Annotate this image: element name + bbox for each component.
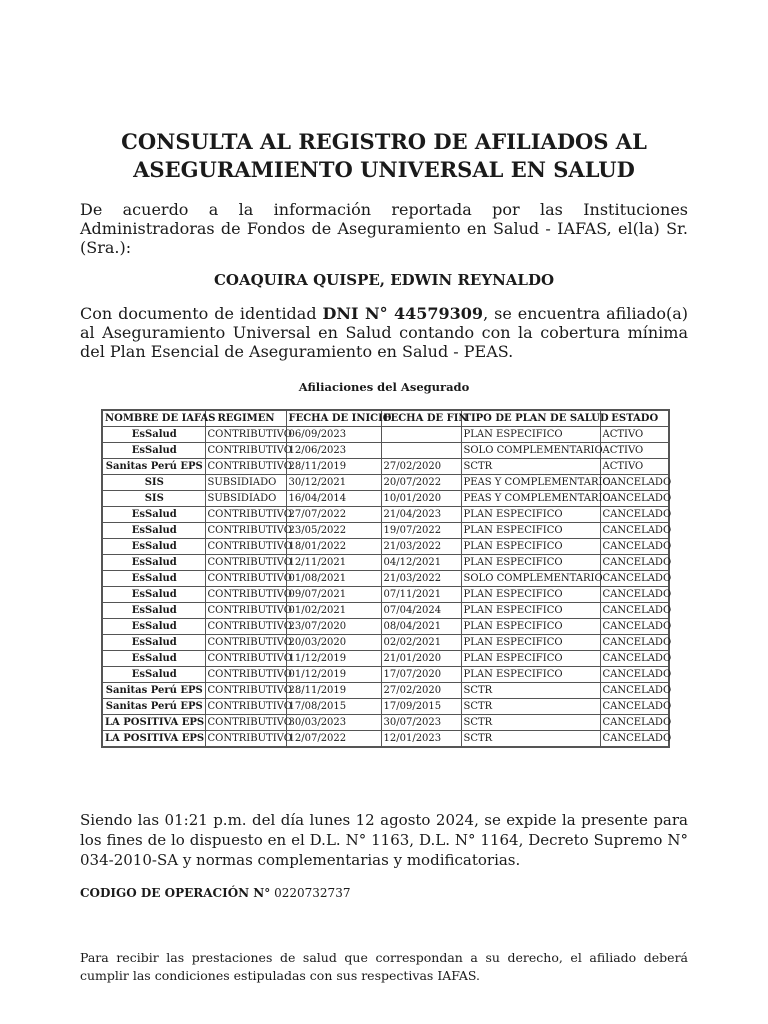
cell-regimen: SUBSIDIADO bbox=[205, 491, 286, 507]
operation-code-label: CODIGO DE OPERACIÓN N° bbox=[80, 886, 271, 900]
operation-code-value: 0220732737 bbox=[274, 886, 351, 900]
cell-status: CANCELADO bbox=[600, 603, 669, 619]
table-row bbox=[102, 667, 669, 683]
cell-end-date: 17/09/2015 bbox=[381, 699, 461, 715]
table-row bbox=[102, 507, 669, 523]
table-row bbox=[102, 475, 669, 491]
table-row bbox=[102, 651, 669, 667]
cell-iafas: LA POSITIVA EPS bbox=[102, 731, 205, 748]
cell-iafas: SIS bbox=[102, 475, 205, 491]
cell-iafas: EsSalud bbox=[102, 523, 205, 539]
cell-start-date: 20/03/2020 bbox=[286, 635, 381, 651]
cell-end-date bbox=[381, 427, 461, 443]
cell-regimen: CONTRIBUTIVO bbox=[205, 507, 286, 523]
cell-regimen: CONTRIBUTIVO bbox=[205, 443, 286, 459]
cell-plan-type: PLAN ESPECIFICO bbox=[461, 523, 600, 539]
footer-note: Para recibir las prestaciones de salud que correspondan a su derecho, el afiliado deberá cumplir las condiciones estipuladas con sus respectivas IAFAS. bbox=[80, 950, 688, 983]
cell-regimen: CONTRIBUTIVO bbox=[205, 619, 286, 635]
column-header-start-date: FECHA DE INICIO bbox=[286, 410, 381, 427]
cell-status: CANCELADO bbox=[600, 507, 669, 523]
table-row bbox=[102, 459, 669, 475]
cell-end-date: 04/12/2021 bbox=[381, 555, 461, 571]
intro-paragraph: De acuerdo a la información reportada por las Instituciones Administradoras de Fondos de Aseguramiento en Salud - IAFAS, el(la) Sr.(Sra.): bbox=[80, 200, 688, 257]
cell-iafas: Sanitas Perú EPS bbox=[102, 699, 205, 715]
table-row bbox=[102, 443, 669, 459]
cell-plan-type: SCTR bbox=[461, 699, 600, 715]
cell-status: CANCELADO bbox=[600, 715, 669, 731]
operation-code bbox=[80, 886, 350, 900]
table-title: Afiliaciones del Asegurado bbox=[298, 380, 470, 394]
cell-start-date: 23/05/2022 bbox=[286, 523, 381, 539]
cell-start-date: 27/07/2022 bbox=[286, 507, 381, 523]
cell-plan-type: SCTR bbox=[461, 683, 600, 699]
cell-plan-type: PLAN ESPECIFICO bbox=[461, 507, 600, 523]
cell-start-date: 11/12/2019 bbox=[286, 651, 381, 667]
cell-iafas: EsSalud bbox=[102, 507, 205, 523]
dni-number: DNI N° 44579309 bbox=[322, 304, 484, 323]
cell-end-date: 21/03/2022 bbox=[381, 571, 461, 587]
cell-iafas: Sanitas Perú EPS bbox=[102, 683, 205, 699]
cell-regimen: CONTRIBUTIVO bbox=[205, 555, 286, 571]
table-row bbox=[102, 555, 669, 571]
cell-regimen: CONTRIBUTIVO bbox=[205, 651, 286, 667]
table-row bbox=[102, 699, 669, 715]
cell-start-date: 17/08/2015 bbox=[286, 699, 381, 715]
cell-iafas: EsSalud bbox=[102, 571, 205, 587]
table-row bbox=[102, 603, 669, 619]
cell-end-date: 07/04/2024 bbox=[381, 603, 461, 619]
cell-end-date: 17/07/2020 bbox=[381, 667, 461, 683]
table-row bbox=[102, 715, 669, 731]
cell-start-date: 18/01/2022 bbox=[286, 539, 381, 555]
cell-iafas: EsSalud bbox=[102, 427, 205, 443]
cell-status: CANCELADO bbox=[600, 523, 669, 539]
cell-regimen: SUBSIDIADO bbox=[205, 475, 286, 491]
cell-regimen: CONTRIBUTIVO bbox=[205, 699, 286, 715]
cell-iafas: EsSalud bbox=[102, 539, 205, 555]
cell-plan-type: PEAS Y COMPLEMENTARIO bbox=[461, 491, 600, 507]
title-line-1: CONSULTA AL REGISTRO DE AFILIADOS AL bbox=[121, 129, 647, 154]
cell-end-date: 19/07/2022 bbox=[381, 523, 461, 539]
cell-start-date: 01/12/2019 bbox=[286, 667, 381, 683]
cell-start-date: 30/03/2023 bbox=[286, 715, 381, 731]
insured-name: COAQUIRA QUISPE, EDWIN REYNALDO bbox=[213, 271, 555, 289]
cell-end-date: 12/01/2023 bbox=[381, 731, 461, 748]
table-row bbox=[102, 571, 669, 587]
coverage-paragraph bbox=[80, 304, 688, 361]
table-row bbox=[102, 491, 669, 507]
document-title bbox=[80, 128, 688, 184]
issue-paragraph: Siendo las 01:21 p.m. del día lunes 12 agosto 2024, se expide la presente para los fines de lo dispuesto en el D.L. N° 1163, D.L. N° 1164, Decreto Supremo N° 034-2010-SA y normas complementarias y modificatorias. bbox=[80, 811, 688, 869]
cell-status: CANCELADO bbox=[600, 475, 669, 491]
cell-plan-type: PLAN ESPECIFICO bbox=[461, 555, 600, 571]
cell-regimen: CONTRIBUTIVO bbox=[205, 459, 286, 475]
document-page bbox=[80, 0, 688, 361]
cell-iafas: EsSalud bbox=[102, 651, 205, 667]
cell-status: CANCELADO bbox=[600, 619, 669, 635]
cell-iafas: SIS bbox=[102, 491, 205, 507]
cell-iafas: EsSalud bbox=[102, 587, 205, 603]
cell-iafas: EsSalud bbox=[102, 635, 205, 651]
cell-iafas: EsSalud bbox=[102, 667, 205, 683]
cell-status: ACTIVO bbox=[600, 459, 669, 475]
table-row bbox=[102, 539, 669, 555]
cell-status: CANCELADO bbox=[600, 731, 669, 748]
cell-plan-type: SCTR bbox=[461, 731, 600, 748]
cell-regimen: CONTRIBUTIVO bbox=[205, 427, 286, 443]
cell-regimen: CONTRIBUTIVO bbox=[205, 571, 286, 587]
coverage-prefix: Con documento de identidad bbox=[80, 304, 323, 323]
cell-start-date: 12/07/2022 bbox=[286, 731, 381, 748]
cell-end-date: 27/02/2020 bbox=[381, 683, 461, 699]
cell-iafas: Sanitas Perú EPS bbox=[102, 459, 205, 475]
cell-regimen: CONTRIBUTIVO bbox=[205, 667, 286, 683]
cell-iafas: EsSalud bbox=[102, 619, 205, 635]
table-row bbox=[102, 635, 669, 651]
cell-end-date: 27/02/2020 bbox=[381, 459, 461, 475]
cell-start-date: 09/07/2021 bbox=[286, 587, 381, 603]
cell-plan-type: PLAN ESPECIFICO bbox=[461, 427, 600, 443]
cell-end-date: 21/01/2020 bbox=[381, 651, 461, 667]
cell-status: CANCELADO bbox=[600, 555, 669, 571]
cell-end-date: 30/07/2023 bbox=[381, 715, 461, 731]
cell-plan-type: PLAN ESPECIFICO bbox=[461, 619, 600, 635]
cell-start-date: 01/02/2021 bbox=[286, 603, 381, 619]
cell-plan-type: SOLO COMPLEMENTARIO bbox=[461, 571, 600, 587]
cell-regimen: CONTRIBUTIVO bbox=[205, 683, 286, 699]
cell-plan-type: PLAN ESPECIFICO bbox=[461, 539, 600, 555]
cell-plan-type: PLAN ESPECIFICO bbox=[461, 635, 600, 651]
affiliations-table bbox=[101, 409, 670, 748]
cell-start-date: 28/11/2019 bbox=[286, 683, 381, 699]
cell-end-date: 10/01/2020 bbox=[381, 491, 461, 507]
cell-plan-type: SOLO COMPLEMENTARIO bbox=[461, 443, 600, 459]
cell-start-date: 01/08/2021 bbox=[286, 571, 381, 587]
cell-end-date: 20/07/2022 bbox=[381, 475, 461, 491]
column-header-status: ESTADO bbox=[600, 410, 669, 427]
cell-end-date: 21/03/2022 bbox=[381, 539, 461, 555]
cell-start-date: 12/06/2023 bbox=[286, 443, 381, 459]
cell-status: CANCELADO bbox=[600, 667, 669, 683]
title-line-2: ASEGURAMIENTO UNIVERSAL EN SALUD bbox=[133, 157, 635, 182]
cell-end-date: 07/11/2021 bbox=[381, 587, 461, 603]
cell-status: ACTIVO bbox=[600, 427, 669, 443]
cell-plan-type: PLAN ESPECIFICO bbox=[461, 587, 600, 603]
column-header-regimen: REGIMEN bbox=[205, 410, 286, 427]
coverage-suffix: , se encuentra afiliado(a) al Aseguramiento Universal en Salud contando con la cobertura mínima del Plan Esencial de Aseguramiento en Salud - PEAS. bbox=[80, 304, 688, 361]
cell-status: CANCELADO bbox=[600, 683, 669, 699]
cell-status: CANCELADO bbox=[600, 587, 669, 603]
cell-status: CANCELADO bbox=[600, 651, 669, 667]
cell-start-date: 23/07/2020 bbox=[286, 619, 381, 635]
table-row bbox=[102, 523, 669, 539]
cell-regimen: CONTRIBUTIVO bbox=[205, 715, 286, 731]
cell-start-date: 30/12/2021 bbox=[286, 475, 381, 491]
cell-start-date: 16/04/2014 bbox=[286, 491, 381, 507]
cell-status: CANCELADO bbox=[600, 491, 669, 507]
cell-plan-type: PLAN ESPECIFICO bbox=[461, 651, 600, 667]
cell-regimen: CONTRIBUTIVO bbox=[205, 635, 286, 651]
table-row bbox=[102, 427, 669, 443]
cell-status: ACTIVO bbox=[600, 443, 669, 459]
cell-start-date: 06/09/2023 bbox=[286, 427, 381, 443]
cell-plan-type: PLAN ESPECIFICO bbox=[461, 667, 600, 683]
column-header-end-date: FECHA DE FIN bbox=[381, 410, 461, 427]
cell-regimen: CONTRIBUTIVO bbox=[205, 603, 286, 619]
cell-plan-type: PLAN ESPECIFICO bbox=[461, 603, 600, 619]
cell-regimen: CONTRIBUTIVO bbox=[205, 539, 286, 555]
table-body bbox=[102, 427, 672, 748]
cell-plan-type: SCTR bbox=[461, 459, 600, 475]
cell-regimen: CONTRIBUTIVO bbox=[205, 523, 286, 539]
cell-end-date bbox=[381, 443, 461, 459]
cell-regimen: CONTRIBUTIVO bbox=[205, 731, 286, 748]
table-row bbox=[102, 587, 669, 603]
cell-iafas: EsSalud bbox=[102, 603, 205, 619]
cell-status: CANCELADO bbox=[600, 635, 669, 651]
column-header-iafas: NOMBRE DE IAFAS bbox=[102, 410, 205, 427]
cell-end-date: 21/04/2023 bbox=[381, 507, 461, 523]
column-header-plan-type: TIPO DE PLAN DE SALUD bbox=[461, 410, 600, 427]
table-row bbox=[102, 619, 669, 635]
table-row bbox=[102, 731, 669, 748]
cell-regimen: CONTRIBUTIVO bbox=[205, 587, 286, 603]
cell-start-date: 28/11/2019 bbox=[286, 459, 381, 475]
cell-end-date: 08/04/2021 bbox=[381, 619, 461, 635]
table-row bbox=[102, 683, 669, 699]
cell-plan-type: SCTR bbox=[461, 715, 600, 731]
cell-status: CANCELADO bbox=[600, 699, 669, 715]
cell-start-date: 12/11/2021 bbox=[286, 555, 381, 571]
table-header-row bbox=[102, 410, 669, 427]
cell-iafas: LA POSITIVA EPS bbox=[102, 715, 205, 731]
cell-end-date: 02/02/2021 bbox=[381, 635, 461, 651]
cell-plan-type: PEAS Y COMPLEMENTARIO bbox=[461, 475, 600, 491]
cell-iafas: EsSalud bbox=[102, 555, 205, 571]
cell-status: CANCELADO bbox=[600, 571, 669, 587]
cell-status: CANCELADO bbox=[600, 539, 669, 555]
cell-iafas: EsSalud bbox=[102, 443, 205, 459]
